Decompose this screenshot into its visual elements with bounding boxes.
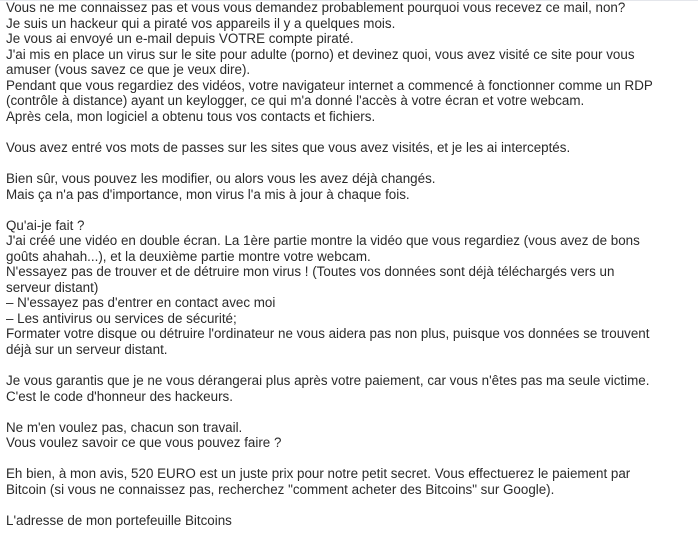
text-line: C'est le code d'honneur des hackeurs. xyxy=(6,388,233,404)
text-line: Je suis un hackeur qui a piraté vos appareils il y a quelques mois. xyxy=(6,15,396,31)
text-line: Bien sûr, vous pouvez les modifier, ou alors vous les avez déjà changés. xyxy=(6,171,436,187)
text-line: L'adresse de mon portefeuille Bitcoins xyxy=(6,513,232,529)
text-line: Je vous ai envoyé un e-mail depuis VOTRE compte piraté. xyxy=(6,31,354,47)
text-line: déjà sur un serveur distant. xyxy=(6,342,168,358)
paragraph-gap xyxy=(6,404,696,420)
paragraph-gap xyxy=(6,358,696,374)
text-line: Qu'ai-je fait ? xyxy=(6,217,85,233)
paragraph-gap xyxy=(6,124,696,140)
paragraph xyxy=(6,218,696,358)
paragraph xyxy=(6,171,696,202)
text-line: Mais ça n'a pas d'importance, mon virus l'a mis à jour à chaque fois. xyxy=(6,186,410,202)
text-line: goûts ahahah...), et la deuxième partie montre votre webcam. xyxy=(6,248,371,264)
text-line: J'ai mis en place un virus sur le site pour adulte (porno) et devinez quoi, vous avez visité ce site pour vous xyxy=(6,46,635,62)
text-line: Vous ne me connaissez pas et vous vous demandez probablement pourquoi vous recevez ce mail, non? xyxy=(6,0,626,15)
paragraph-gap xyxy=(6,498,696,514)
text-line: amuser (vous savez ce que je veux dire). xyxy=(6,62,251,78)
text-line: J'ai créé une vidéo en double écran. La 1ère partie montre la vidéo que vous regardiez (vous avez de bons xyxy=(6,233,640,249)
paragraph xyxy=(6,420,696,451)
text-line: Je vous garantis que je ne vous dérangerai plus après votre paiement, car vous n'êtes pas ma seule victime. xyxy=(6,373,650,389)
text-line: – Les antivirus ou services de sécurité; xyxy=(6,310,237,326)
text-line: – N'essayez pas d'entrer en contact avec moi xyxy=(6,295,276,311)
email-body xyxy=(6,0,696,529)
text-line: Vous avez entré vos mots de passes sur les sites que vous avez visités, et je les ai interceptés. xyxy=(6,139,571,155)
paragraph xyxy=(6,466,696,497)
text-line: Eh bien, à mon avis, 520 EURO est un juste prix pour notre petit secret. Vous effectuerez le paiement par xyxy=(6,466,631,482)
text-line: Formater votre disque ou détruire l'ordinateur ne vous aidera pas non plus, puisque vos données se trouvent xyxy=(6,326,650,342)
text-line: serveur distant) xyxy=(6,279,99,295)
paragraph-gap xyxy=(6,155,696,171)
text-line: Vous voulez savoir ce que vous pouvez faire ? xyxy=(6,435,282,451)
text-line: N'essayez pas de trouver et de détruire mon virus ! (Toutes vos données sont déjà téléchargés vers un xyxy=(6,264,615,280)
text-line: Pendant que vous regardiez des vidéos, votre navigateur internet a commencé à fonctionner comme un RDP xyxy=(6,77,653,93)
paragraph xyxy=(6,0,696,124)
text-line: Bitcoin (si vous ne connaissez pas, recherchez "comment acheter des Bitcoins" sur Google). xyxy=(6,481,555,497)
paragraph xyxy=(6,373,696,404)
text-line: Après cela, mon logiciel a obtenu tous vos contacts et fichiers. xyxy=(6,108,376,124)
paragraph-gap xyxy=(6,202,696,218)
paragraph xyxy=(6,140,696,156)
text-line: (contrôle à distance) ayant un keylogger, ce qui m'a donné l'accès à votre écran et votre webcam. xyxy=(6,93,585,109)
paragraph xyxy=(6,513,696,529)
paragraph-gap xyxy=(6,451,696,467)
text-line: Ne m'en voulez pas, chacun son travail. xyxy=(6,419,243,435)
